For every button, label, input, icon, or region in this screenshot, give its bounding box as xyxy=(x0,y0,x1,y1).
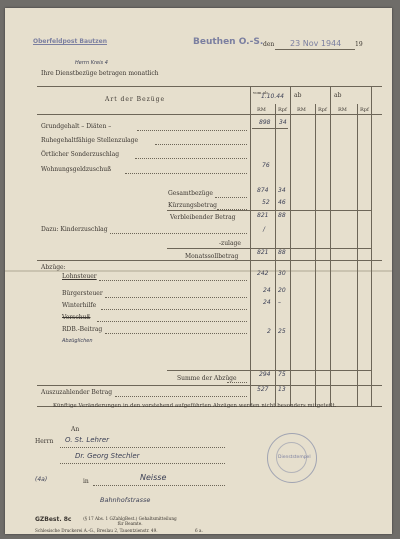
col2-top: ab xyxy=(294,92,302,99)
slash-dazu: / xyxy=(263,226,266,233)
val-winter-rpf: – xyxy=(278,299,281,306)
row-summe: Summe der Abzüge xyxy=(177,375,237,382)
herrn-label: Herrn xyxy=(35,438,54,445)
val-lohnsteuer-rpf: 30 xyxy=(278,270,286,277)
row-kuerzung: Kürzungsbetrag xyxy=(168,202,217,209)
dots-wohnung xyxy=(125,173,247,174)
row-abzuege: Abzüge: xyxy=(41,264,66,271)
dots-ruhegehalt xyxy=(155,144,247,145)
divider-kuerzung xyxy=(167,210,371,211)
col1-date: 1.10.44 xyxy=(261,93,284,100)
underline-grundgehalt xyxy=(252,128,288,129)
office-stamp: Oberfeldpost Bautzen xyxy=(33,38,107,45)
val-gesamt-rm: 874 xyxy=(257,187,269,194)
row-lohnsteuer: Lohnsteuer xyxy=(62,273,97,280)
rdb-extra: Abzüglichen xyxy=(62,338,93,344)
dots-lohnsteuer xyxy=(99,280,247,281)
dots-recipient-1 xyxy=(60,447,225,448)
val-verbleibend-rm: 821 xyxy=(257,212,269,219)
val-grundgehalt-rpf: 34 xyxy=(279,119,287,126)
row-ortlicher: Örtlicher Sonderzuschlag xyxy=(41,151,120,158)
pay-slip-sheet xyxy=(5,8,392,534)
handwritten-above: Herrn Kreis 4 xyxy=(75,60,108,66)
val-monatssoll-rm: 821 xyxy=(257,249,269,256)
dots-gesamt xyxy=(215,197,247,198)
date-underline xyxy=(275,49,355,50)
row-grundgehalt: Grundgehalt – Diäten – xyxy=(41,123,112,130)
art-header: Art der Bezüge xyxy=(105,96,166,103)
in-label: in xyxy=(83,478,89,485)
val-wohnung-rm: 76 xyxy=(262,162,270,169)
col-divider-rpf3 xyxy=(357,104,358,406)
recipient-city: Neisse xyxy=(140,473,167,482)
val-buerger-rm: 24 xyxy=(263,287,271,294)
change-notice: Künftige Veränderungen in den vorstehend aufgeführten Abzügen werden nicht besonders mitgeteilt. xyxy=(53,403,337,409)
dots-dazu xyxy=(110,233,247,234)
divider-monatssoll xyxy=(37,260,382,261)
val-summe-rm: 294 xyxy=(259,371,271,378)
val-winter-rm: 24 xyxy=(263,299,271,306)
dots-buerger xyxy=(105,297,247,298)
val-auszuzahlen-rpf: 13 xyxy=(278,386,286,393)
row-vorschuss: Vorschuß xyxy=(62,314,91,321)
val-gesamt-rpf: 34 xyxy=(278,187,286,194)
recipient-title: O. St. Lehrer xyxy=(65,436,110,444)
val-lohnsteuer-rm: 242 xyxy=(257,270,269,277)
dots-summe xyxy=(227,382,247,383)
row-rdb: RDB.-Beitrag xyxy=(62,326,103,333)
col-divider-end xyxy=(371,86,372,406)
row-wohnung: Wohnungsgeldzuschuß xyxy=(41,166,112,173)
seal-label: Dienststempel xyxy=(278,455,311,460)
col-divider-3 xyxy=(330,86,331,406)
row-winter: Winterhilfe xyxy=(62,302,97,309)
col1-top: vom ab xyxy=(253,90,268,95)
col-divider-rpf1 xyxy=(275,104,276,406)
val-kuerzung-rpf: 46 xyxy=(278,199,286,206)
col-divider-2 xyxy=(290,86,291,406)
dots-ortlicher xyxy=(135,158,247,159)
row-ruhegehalt: Ruhegehaltfähige Stellenzulage xyxy=(41,137,139,144)
val-monatssoll-rpf: 88 xyxy=(278,249,286,256)
unit-rm-1: RM xyxy=(257,107,266,113)
unit-rpf-2: Rpf xyxy=(318,107,327,113)
form-desc: (§ 17 Abs. 1 GZahlgBest.) Gehaltsmitteilung für Beamte. xyxy=(83,516,177,526)
col-divider-main xyxy=(250,86,251,406)
dots-grundgehalt xyxy=(137,130,247,131)
den-label: den xyxy=(263,41,275,48)
unit-rpf-3: Rpf xyxy=(360,107,369,113)
val-buerger-rpf: 20 xyxy=(278,287,286,294)
paper-fold xyxy=(5,270,392,272)
divider-auszuzahlen xyxy=(37,385,382,386)
printer-line: Schlesische Druckerei A.-G., Breslau 2, Tauentzienstr. 49. xyxy=(35,528,158,533)
dots-rdb xyxy=(105,333,247,334)
val-verbleibend-rpf: 88 xyxy=(278,212,286,219)
row-monatssoll: Monatssollbetrag xyxy=(185,253,239,260)
an-label: An xyxy=(71,426,80,433)
place-stamp: Beuthen O.-S. xyxy=(193,37,264,47)
row-gesamt: Gesamtbezüge xyxy=(168,190,213,197)
unit-rm-2: RM xyxy=(297,107,306,113)
dots-auszuzahlen xyxy=(115,396,247,397)
val-grundgehalt-rm: 898 xyxy=(259,119,271,126)
row-zulage: -zulage xyxy=(219,240,241,247)
divider-zulage xyxy=(167,248,371,249)
col-divider-rpf2 xyxy=(315,104,316,406)
col3-top: ab xyxy=(334,92,342,99)
recipient-name: Dr. Georg Stechler xyxy=(75,452,140,460)
postal-code: (4a) xyxy=(35,476,48,483)
val-kuerzung-rm: 52 xyxy=(262,199,270,206)
dots-vorschuss xyxy=(97,321,247,322)
val-rdb-rpf: 25 xyxy=(278,328,286,335)
dots-recipient-2 xyxy=(60,463,225,464)
val-auszuzahlen-rm: 527 xyxy=(257,386,269,393)
printer-code: 6 a. xyxy=(195,528,203,533)
unit-rm-3: RM xyxy=(338,107,347,113)
row-dazu: Dazu: Kinderzuschlag xyxy=(41,226,108,233)
dots-winter xyxy=(101,309,247,310)
val-summe-rpf: 75 xyxy=(278,371,286,378)
recipient-street: Bahnhofstrasse xyxy=(100,496,151,504)
row-verbleibend: Verbleibender Betrag xyxy=(170,214,236,221)
val-rdb-rm: 2 xyxy=(267,328,271,335)
intro-text: Ihre Dienstbezüge betragen monatlich xyxy=(41,70,159,77)
date-stamp: 23 Nov 1944 xyxy=(290,39,342,48)
row-auszuzahlen: Auszuzahlender Betrag xyxy=(41,389,113,396)
dots-city xyxy=(93,485,225,486)
unit-rpf-1: Rpf xyxy=(278,107,287,113)
year-suffix: 19 xyxy=(355,41,363,48)
form-id: GZBest. 8c xyxy=(35,516,72,523)
row-buerger: Bürgersteuer xyxy=(62,290,103,297)
